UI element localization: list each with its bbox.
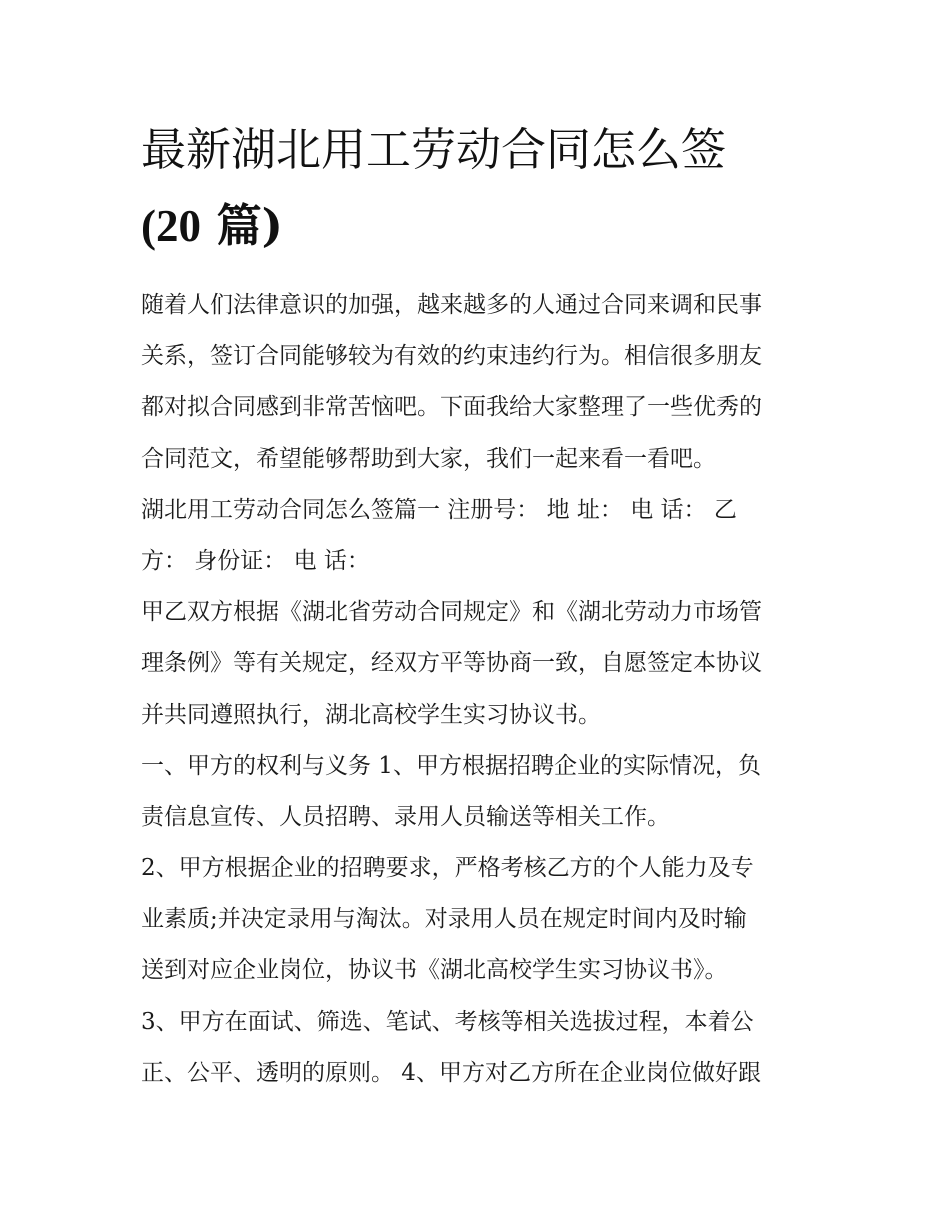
body-line: 正、公平、透明的原则。 4、甲方对乙方所在企业岗位做好跟	[141, 1059, 761, 1086]
body-line: 3、甲方在面试、筛选、笔试、考核等相关选拔过程，本着公	[141, 1008, 754, 1035]
body-line: 一、甲方的权利与义务 1、甲方根据招聘企业的实际情况，负	[141, 752, 761, 779]
body-line: 2、甲方根据企业的招聘要求，严格考核乙方的个人能力及专	[141, 855, 754, 882]
title-count-suffix: 篇)	[201, 199, 283, 252]
body-line: 责信息宣传、人员招聘、录用人员输送等相关工作。	[141, 803, 670, 830]
body-line: 湖北用工劳动合同怎么签篇一 注册号： 地 址： 电 话： 乙	[141, 496, 737, 523]
body-line: 业素质;并决定录用与淘汰。对录用人员在规定时间内及时输	[141, 906, 747, 933]
body-line: 都对拟合同感到非常苦恼吧。下面我给大家整理了一些优秀的	[141, 394, 762, 421]
title-count: (20	[141, 201, 201, 251]
body-line: 并共同遵照执行，湖北高校学生实习协议书。	[141, 701, 601, 728]
document-body	[141, 280, 821, 1099]
body-line: 理条例》等有关规定，经双方平等协商一致，自愿签定本协议	[141, 650, 762, 677]
body-line: 合同范文，希望能够帮助到大家，我们一起来看一看吧。	[141, 445, 716, 472]
title-main: 最新湖北用工劳动合同怎么签	[141, 123, 727, 176]
body-line: 方： 身份证： 电 话：	[141, 547, 370, 574]
body-line: 随着人们法律意识的加强，越来越多的人通过合同来调和民事	[141, 292, 762, 318]
body-line: 关系，签订合同能够较为有效的约束违约行为。相信很多朋友	[141, 343, 762, 370]
document-title	[141, 112, 821, 264]
body-line: 甲乙双方根据《湖北省劳动合同规定》和《湖北劳动力市场管	[141, 599, 762, 626]
body-line: 送到对应企业岗位，协议书《湖北高校学生实习协议书》。	[141, 957, 728, 984]
